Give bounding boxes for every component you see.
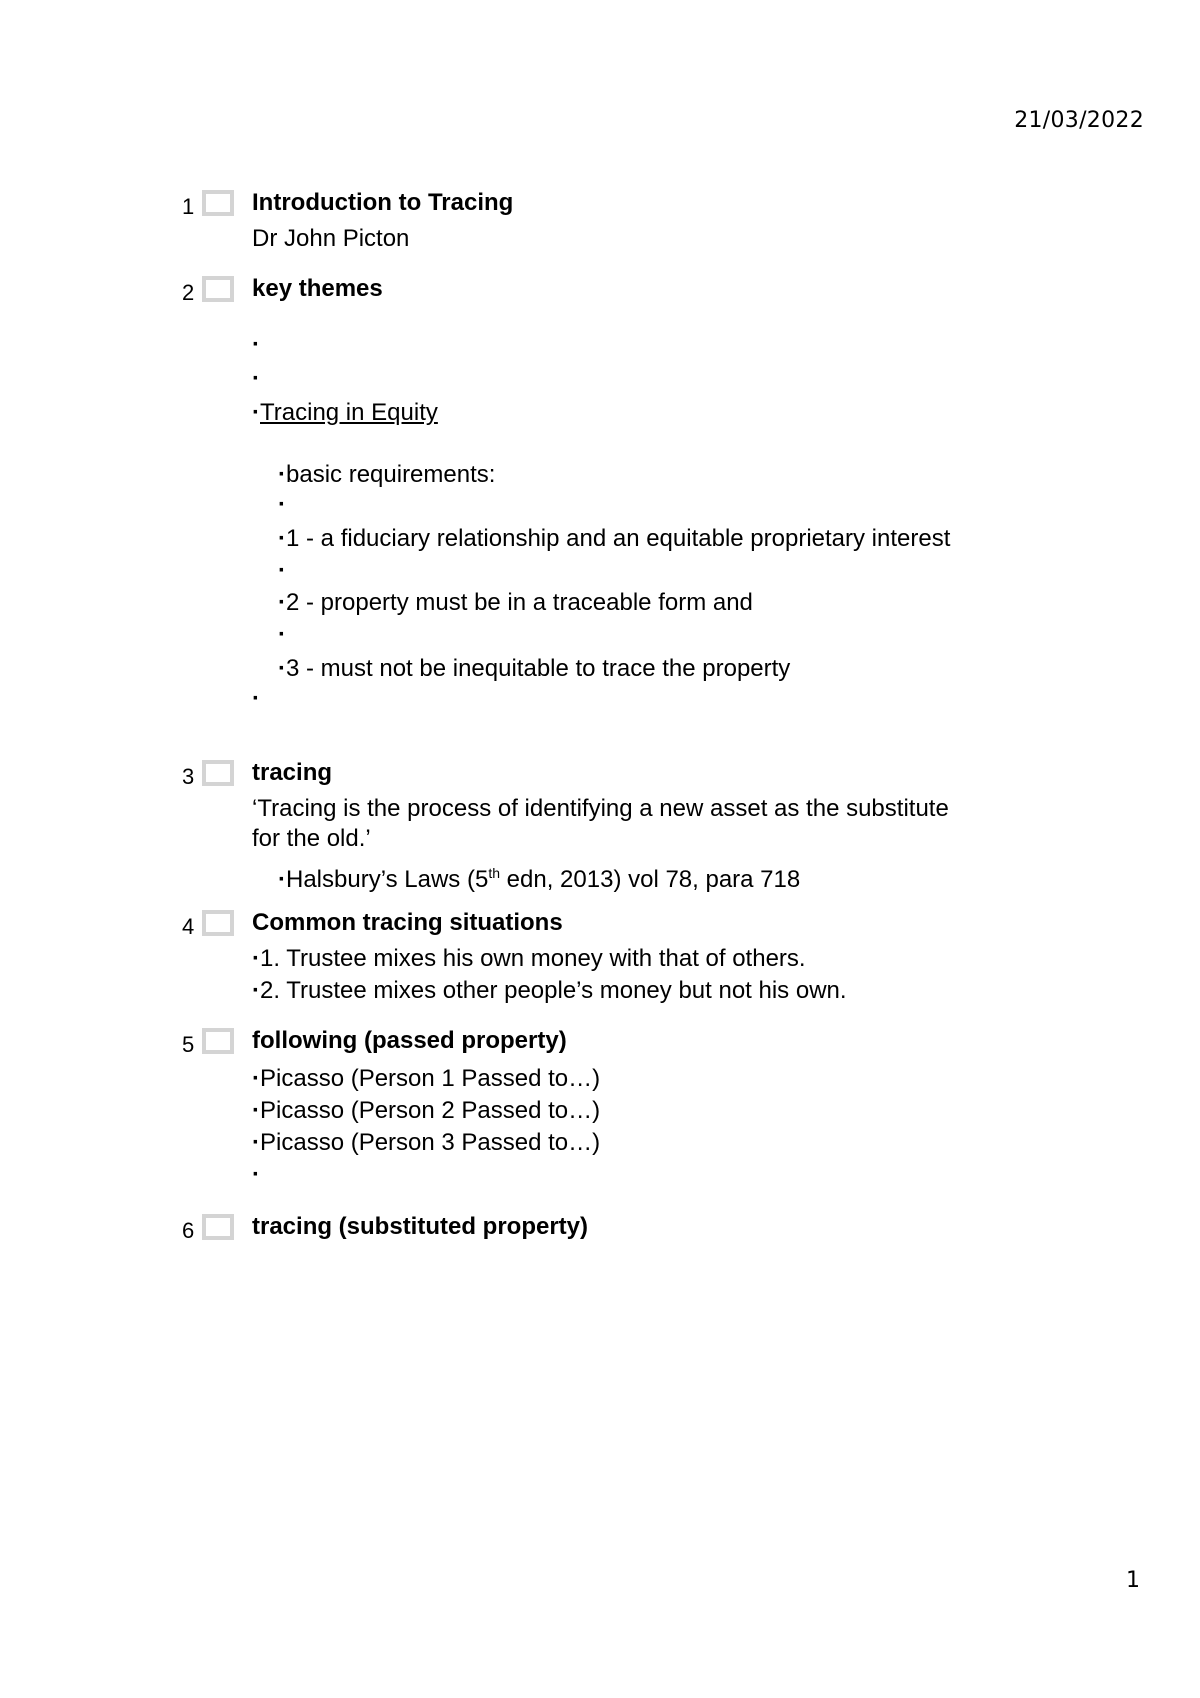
bullet-item [252, 944, 806, 974]
empty-bullet [252, 1160, 260, 1190]
slide-thumbnail [202, 760, 234, 786]
bullet-text: 1 - a fiduciary relationship and an equitable proprietary interest [286, 525, 951, 552]
empty-bullet [278, 620, 286, 650]
slide-3 [182, 756, 1082, 893]
bullet-item [278, 654, 790, 684]
document-date: 21/03/2022 [1014, 108, 1144, 133]
slide-thumbnail [202, 910, 234, 936]
slide-2 [182, 272, 1082, 682]
quote-line: ‘Tracing is the process of identifying a new asset as the substitute [252, 795, 949, 822]
slide-title: key themes [252, 275, 383, 302]
slide-thumbnail [202, 1214, 234, 1240]
slide-number: 5 [182, 1032, 195, 1057]
slide-number: 2 [182, 280, 195, 305]
bullet-text: 1. Trustee mixes his own money with that of others. [260, 945, 806, 972]
citation [278, 858, 800, 895]
bullet-text: Picasso (Person 1 Passed to…) [260, 1065, 601, 1092]
slide-title: Common tracing situations [252, 909, 563, 936]
empty-bullet [252, 364, 260, 394]
slide-number: 6 [182, 1218, 195, 1243]
bullet-item [252, 1064, 600, 1094]
empty-bullet [252, 684, 260, 714]
citation-superscript: th [488, 865, 500, 881]
citation-text: Halsbury’s Laws (5 [286, 866, 489, 893]
bullet-item [252, 398, 438, 428]
empty-bullet [278, 490, 286, 520]
slide-subtitle: Dr John Picton [252, 225, 410, 252]
slide-thumbnail [202, 1028, 234, 1054]
bullet-text: 2 - property must be in a traceable form and [286, 589, 753, 616]
empty-bullet [252, 330, 260, 360]
bullet-text: Tracing in Equity [260, 399, 438, 426]
bullet-text: 3 - must not be inequitable to trace the property [286, 655, 791, 682]
bullet-item [278, 588, 753, 618]
slide-thumbnail [202, 190, 234, 216]
slide-number: 1 [182, 194, 195, 219]
slide-6 [182, 1210, 1082, 1244]
bullet-text: Picasso (Person 3 Passed to…) [260, 1129, 601, 1156]
empty-bullet [278, 556, 286, 586]
slide-number: 4 [182, 914, 195, 939]
page-number: 1 [1126, 1568, 1140, 1593]
bullet-item [252, 1128, 600, 1158]
citation-text: edn, 2013) vol 78, para 718 [500, 866, 801, 893]
bullet-text: Picasso (Person 2 Passed to…) [260, 1097, 601, 1124]
bullet-item [252, 976, 847, 1006]
slide-1 [182, 186, 1082, 252]
slide-thumbnail [202, 276, 234, 302]
quote-line: for the old.’ [252, 825, 371, 852]
slide-title: following (passed property) [252, 1027, 567, 1054]
bullet-text: 2. Trustee mixes other people’s money but not his own. [260, 977, 847, 1004]
slide-5 [182, 1024, 1082, 1156]
bullet-item [278, 460, 495, 490]
bullet-item [278, 524, 950, 554]
slide-title: Introduction to Tracing [252, 189, 514, 216]
bullet-item [252, 1096, 600, 1126]
bullet-text: basic requirements: [286, 461, 496, 488]
slide-number: 3 [182, 764, 195, 789]
slide-4 [182, 906, 1082, 1004]
slide-title: tracing (substituted property) [252, 1213, 589, 1240]
slide-title: tracing [252, 759, 333, 786]
